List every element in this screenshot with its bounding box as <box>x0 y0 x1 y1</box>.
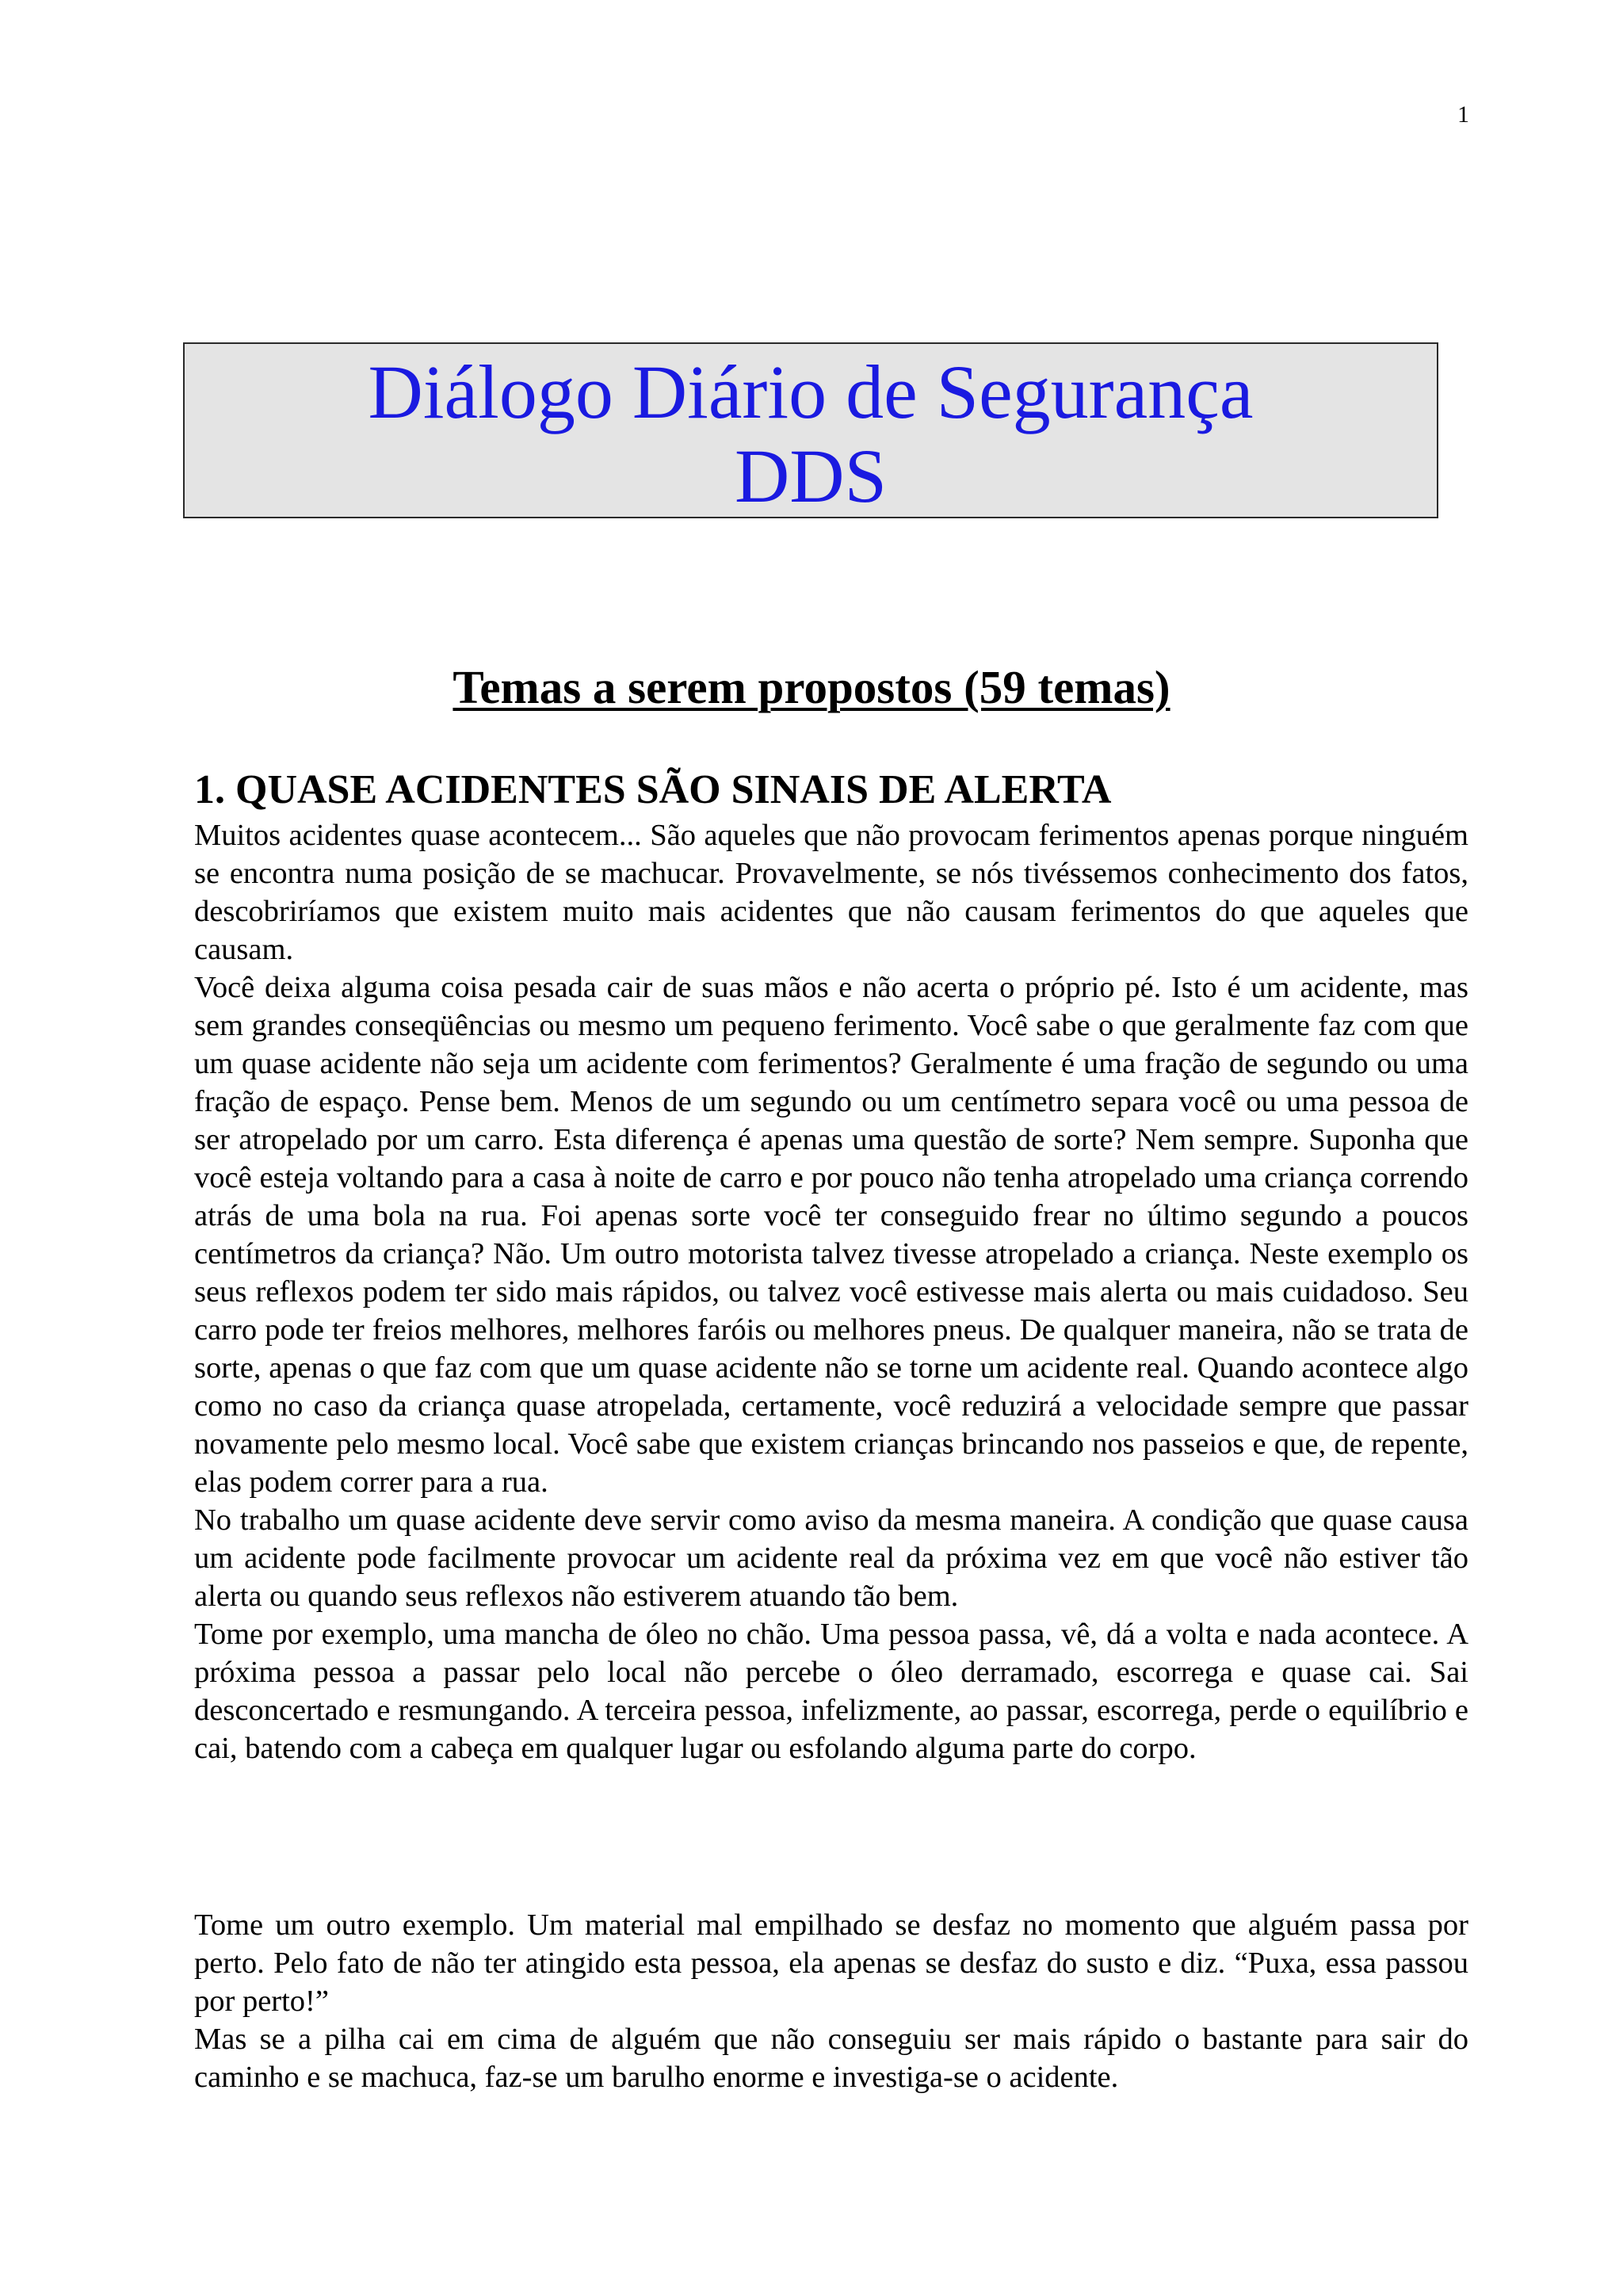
paragraph: Tome um outro exemplo. Um material mal empilhado se desfaz no momento que alguém passa por perto. Pelo fato de não ter atingido esta pessoa, ela apenas se desfaz do susto e diz. “Puxa, essa passou por perto!” <box>194 1908 1468 2018</box>
page-number: 1 <box>1457 101 1469 128</box>
topics-heading <box>0 659 1623 715</box>
paragraph: Muitos acidentes quase acontecem... São aqueles que não provocam ferimentos apenas porque ninguém se encontra numa posição de se machucar. Provavelmente, se nós tivéssemos conhecimento dos fatos, descobriríamos que existem muito mais acidentes que não causam ferimentos do que aqueles que causam. <box>194 819 1468 966</box>
paragraph: Você deixa alguma coisa pesada cair de suas mãos e não acerta o próprio pé. Isto é um acidente, mas sem grandes conseqüências ou mesmo um pequeno ferimento. Você sabe o que geralmente faz com que um quase acidente não seja um acidente com ferimentos? Geralmente é uma fração de segundo ou uma fração de espaço. Pense bem. Menos de um segundo ou um centímetro separa você ou uma pessoa de ser atropelado por um carro. Esta diferença é apenas uma questão de sorte? Nem sempre. Suponha que você esteja voltando para a casa à noite de carro e por pouco não tenha atropelado uma criança correndo atrás de uma bola na rua. Foi apenas sorte você ter conseguido frear no último segundo a poucos centímetros da criança? Não. Um outro motorista talvez tivesse atropelado a criança. Neste exemplo os seus reflexos podem ter sido mais rápidos, ou talvez você estivesse mais alerta ou mais cuidadoso. Seu carro pode ter freios melhores, melhores faróis ou melhores pneus. De qualquer maneira, não se trata de sorte, apenas o que faz com que um quase acidente não se torne um acidente real. Quando acontece algo como no caso da criança quase atropelada, certamente, você reduzirá a velocidade sempre que passar novamente pelo mesmo local. Você sabe que existem crianças brincando nos passeios e que, de repente, elas podem correr para a rua. <box>194 971 1468 1499</box>
topics-heading-text: Temas a serem propostos (59 temas) <box>453 661 1170 713</box>
document-subtitle: DDS <box>734 434 888 518</box>
paragraph: No trabalho um quase acidente deve servir como aviso da mesma maneira. A condição que quase causa um acidente pode facilmente provocar um acidente real da próxima vez em que você não estiver tão alerta ou quando seus reflexos não estiverem atuando tão bem. <box>194 1503 1468 1613</box>
body-text-first <box>194 816 1468 1767</box>
document-title: Diálogo Diário de Segurança <box>368 350 1254 434</box>
section-title: 1. QUASE ACIDENTES SÃO SINAIS DE ALERTA <box>194 767 1112 812</box>
title-box <box>183 342 1438 518</box>
paragraph: Tome por exemplo, uma mancha de óleo no chão. Uma pessoa passa, vê, dá a volta e nada acontece. A próxima pessoa a passar pelo local não percebe o óleo derramado, escorrega e quase cai. Sai desconcertado e resmungando. A terceira pessoa, infelizmente, ao passar, escorrega, perde o equilíbrio e cai, batendo com a cabeça em qualquer lugar ou esfolando alguma parte do corpo. <box>194 1618 1468 1765</box>
paragraph: Mas se a pilha cai em cima de alguém que não conseguiu ser mais rápido o bastante para sair do caminho e se machuca, faz-se um barulho enorme e investiga-se o acidente. <box>194 2023 1468 2094</box>
body-text-second <box>194 1906 1468 2096</box>
